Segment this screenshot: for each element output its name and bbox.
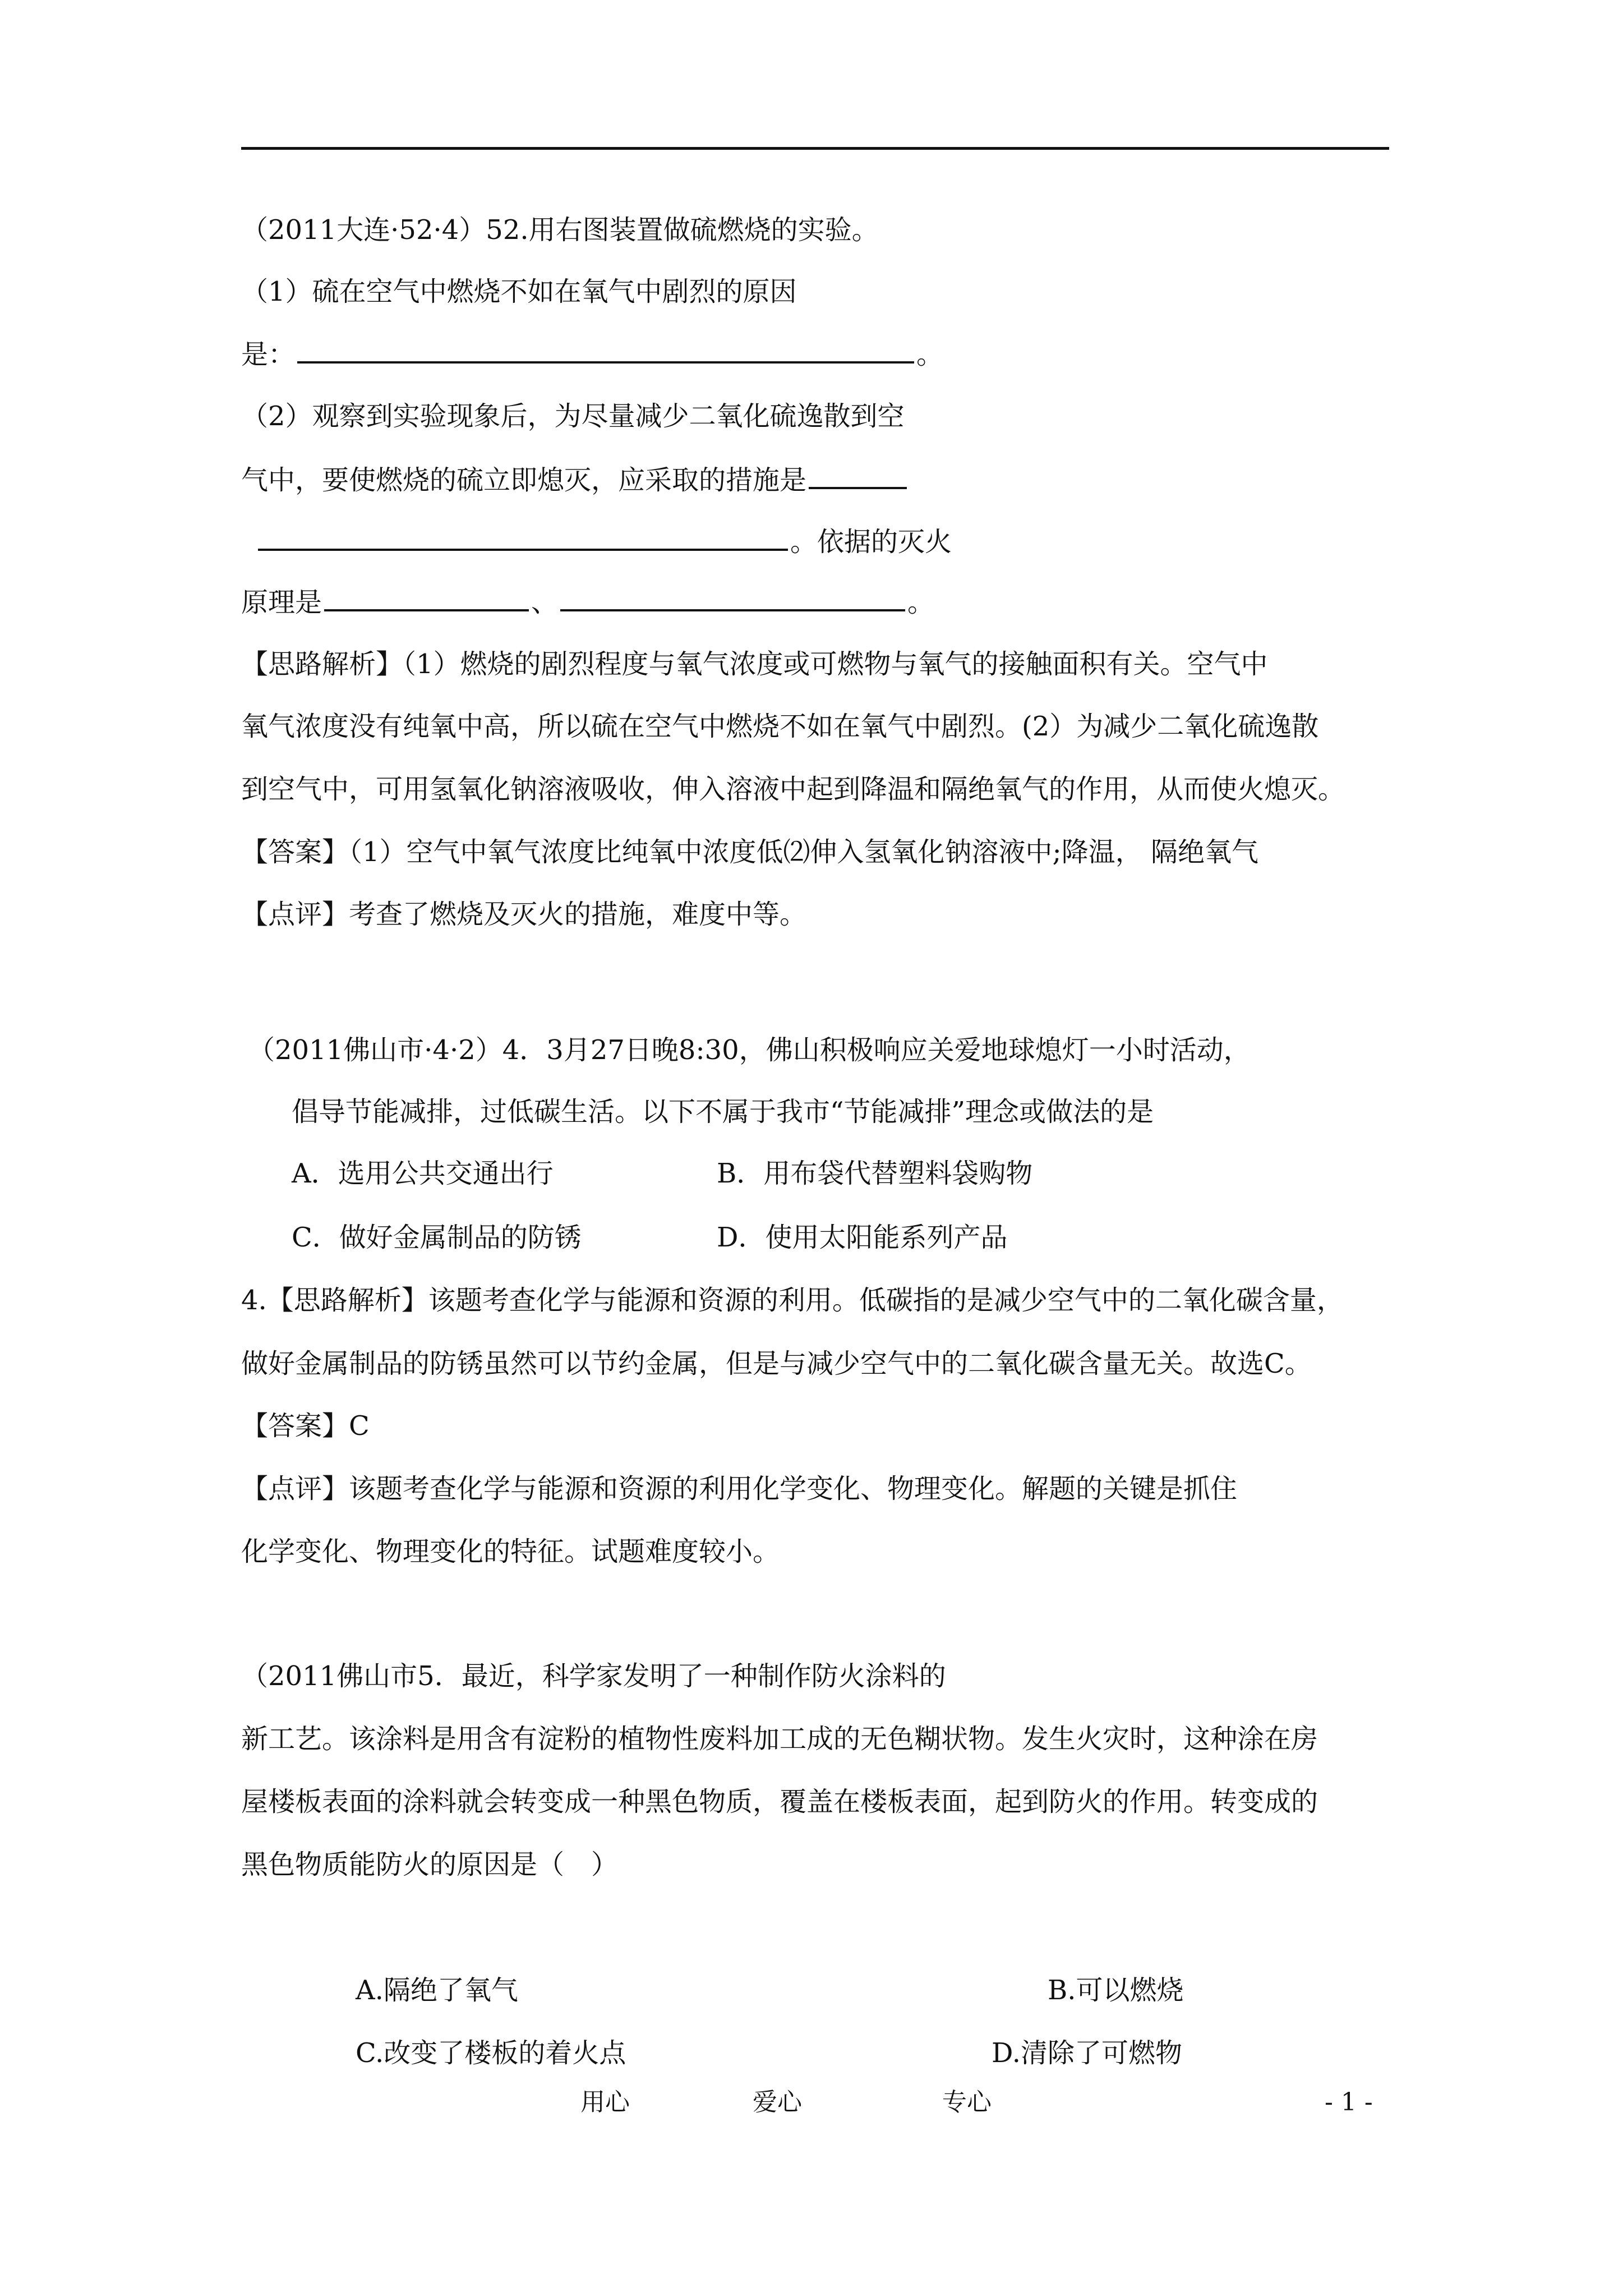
footer-item: 用心 [580,2088,630,2116]
q1-part1-line2: 是： 。 [241,335,943,371]
q1-part2-line1: （2）观察到实验现象后，为尽量减少二氧化硫逸散到空 [241,401,905,432]
answer-blank [560,583,905,611]
q3-text-line1: 新工艺。该涂料是用含有淀粉的植物性废料加工成的无色糊状物。发生火灾时，这种涂在房 [241,1723,1318,1755]
answer-blank [809,461,907,489]
footer-item: 专心 [942,2088,992,2116]
answer-blank [297,335,914,364]
q1-title: （2011大连·52·4）52.用右图装置做硫燃烧的实验。 [241,214,879,246]
q2-title: （2011佛山市·4·2）4．3月27日晚8:30，佛山积极响应关爱地球熄灯一小时活动， [248,1034,1251,1066]
answer-blank [258,523,788,551]
q1-analysis-line1: 【思路解析】（1）燃烧的剧烈程度与氧气浓度或可燃物与氧气的接触面积有关。空气中 [241,648,1268,680]
q2-analysis-line1: 4.【思路解析】该题考查化学与能源和资源的利用。低碳指的是减少空气中的二氧化碳含量， [241,1285,1344,1316]
q1-part2-line3: 。依据的灭火 [241,523,952,559]
comment-tag: 【点评】 [241,1473,349,1504]
q3-option-c: C.改变了楼板的着火点 [356,2037,626,2069]
q1-part1-line1: （1）硫在空气中燃烧不如在氧气中剧烈的原因 [241,276,797,307]
answer-blank [324,583,529,611]
q3-option-b: B.可以燃烧 [1048,1975,1184,2006]
header-rule [241,147,1389,150]
q2-option-c: C．做好金属制品的防锈 [292,1222,582,1253]
q2-answer: 【答案】C [241,1410,370,1442]
q1-analysis-line2: 氧气浓度没有纯氧中高，所以硫在空气中燃烧不如在氧气中剧烈。(2）为减少二氧化硫逸散 [241,711,1319,742]
comment-tag: 【点评】 [241,899,349,930]
q1-analysis-line3: 到空气中，可用氢氧化钠溶液吸收，伸入溶液中起到降温和隔绝氧气的作用，从而使火熄灭。 [241,774,1345,805]
answer-tag: 【答案】 [241,1410,349,1442]
q2-title-line2: 倡导节能减排，过低碳生活。以下不属于我市“节能减排”理念或做法的是 [292,1096,1154,1128]
q1-comment: 【点评】考查了燃烧及灭火的措施，难度中等。 [241,899,807,930]
q1-answer: 【答案】（1）空气中氧气浓度比纯氧中浓度低⑵伸入氢氧化钠溶液中;降温， 隔绝氧气 [241,836,1258,868]
q2-comment-line1: 【点评】该题考查化学与能源和资源的利用化学变化、物理变化。解题的关键是抓住 [241,1473,1238,1504]
q2-option-b: B．用布袋代替塑料袋购物 [717,1158,1033,1189]
q3-option-a: A.隔绝了氧气 [356,1975,518,2006]
analysis-tag: 【思路解析】 [266,1285,428,1316]
q1-part2-line2: 气中，要使燃烧的硫立即熄灭，应采取的措施是 [241,461,909,497]
q2-comment-line2: 化学变化、物理变化的特征。试题难度较小。 [241,1536,780,1567]
q3-text-line2: 屋楼板表面的涂料就会转变成一种黑色物质，覆盖在楼板表面，起到防火的作用。转变成的 [241,1786,1318,1818]
q2-option-d: D．使用太阳能系列产品 [717,1222,1008,1253]
q2-option-a: A．选用公共交通出行 [292,1158,554,1189]
analysis-tag: 【思路解析】 [241,648,403,680]
q3-title: （2011佛山市5．最近，科学家发明了一种制作防火涂料的 [241,1660,946,1692]
q1-part2-line4: 原理是 、 。 [241,583,934,619]
q3-option-d: D.清除了可燃物 [992,2037,1183,2069]
q3-text-line3: 黑色物质能防火的原因是（ ） [241,1849,619,1880]
q2-analysis-line2: 做好金属制品的防锈虽然可以节约金属，但是与减少空气中的二氧化碳含量无关。故选C。 [241,1348,1312,1379]
answer-tag: 【答案】 [241,836,349,868]
page-number: - 1 - [1325,2088,1373,2116]
footer-item: 爱心 [753,2088,802,2116]
